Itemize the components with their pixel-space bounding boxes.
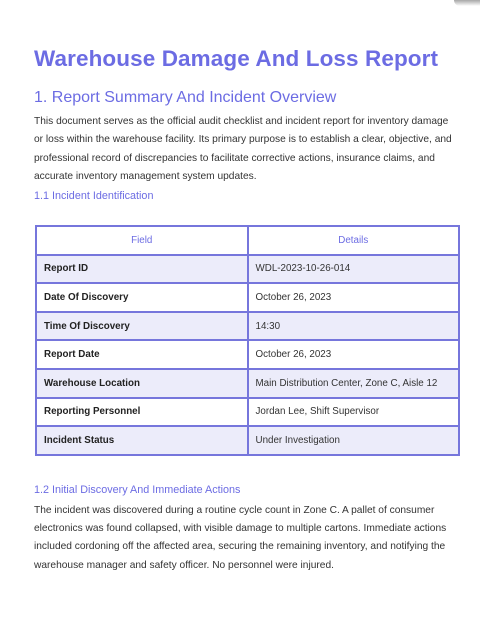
table-row: [36, 340, 459, 369]
table-row: [36, 312, 459, 341]
field-value: Main Distribution Center, Zone C, Aisle 12: [248, 369, 460, 398]
field-value: 14:30: [248, 312, 460, 341]
table-row: [36, 255, 459, 284]
table-header-row: [36, 226, 459, 255]
field-label: Time Of Discovery: [36, 312, 248, 341]
subsection-1-2-title: 1.2 Initial Discovery And Immediate Actions: [34, 484, 241, 496]
field-label: Report ID: [36, 255, 248, 284]
incident-identification-table: [35, 225, 460, 456]
field-label: Report Date: [36, 340, 248, 369]
section-1-title: 1. Report Summary And Incident Overview: [34, 89, 337, 106]
subsection-1-1-title: 1.1 Incident Identification: [34, 190, 154, 202]
table-row: [36, 369, 459, 398]
document-title: Warehouse Damage And Loss Report: [34, 46, 439, 71]
field-value: WDL-2023-10-26-014: [248, 255, 460, 284]
field-value: Jordan Lee, Shift Supervisor: [248, 398, 460, 427]
table-row: [36, 426, 459, 455]
table-row: [36, 283, 459, 312]
section-1-intro: This document serves as the official audit checklist and incident report for inventory damage or loss within the warehouse facility. Its primary purpose is to establish a clear, objective, and professional record of discrepancies to facilitate corrective actions, insurance claims, and accurate inventory management system updates.: [34, 116, 452, 183]
field-label: Warehouse Location: [36, 369, 248, 398]
table-row: [36, 398, 459, 427]
column-header-details: Details: [248, 226, 460, 255]
page-corner-shadow: [454, 0, 480, 6]
field-label: Reporting Personnel: [36, 398, 248, 427]
field-value: October 26, 2023: [248, 340, 460, 369]
subsection-1-2-body: The incident was discovered during a routine cycle count in Zone C. A pallet of consumer electronics was found collapsed, with visible damage to multiple cartons. Immediate actions included cordoning off the affected area, securing the remaining inventory, and notifying the warehouse manager and safety officer. No personnel were injured.: [34, 505, 447, 571]
field-label: Date Of Discovery: [36, 283, 248, 312]
field-value: October 26, 2023: [248, 283, 460, 312]
column-header-field: Field: [36, 226, 248, 255]
field-label: Incident Status: [36, 426, 248, 455]
field-value: Under Investigation: [248, 426, 460, 455]
